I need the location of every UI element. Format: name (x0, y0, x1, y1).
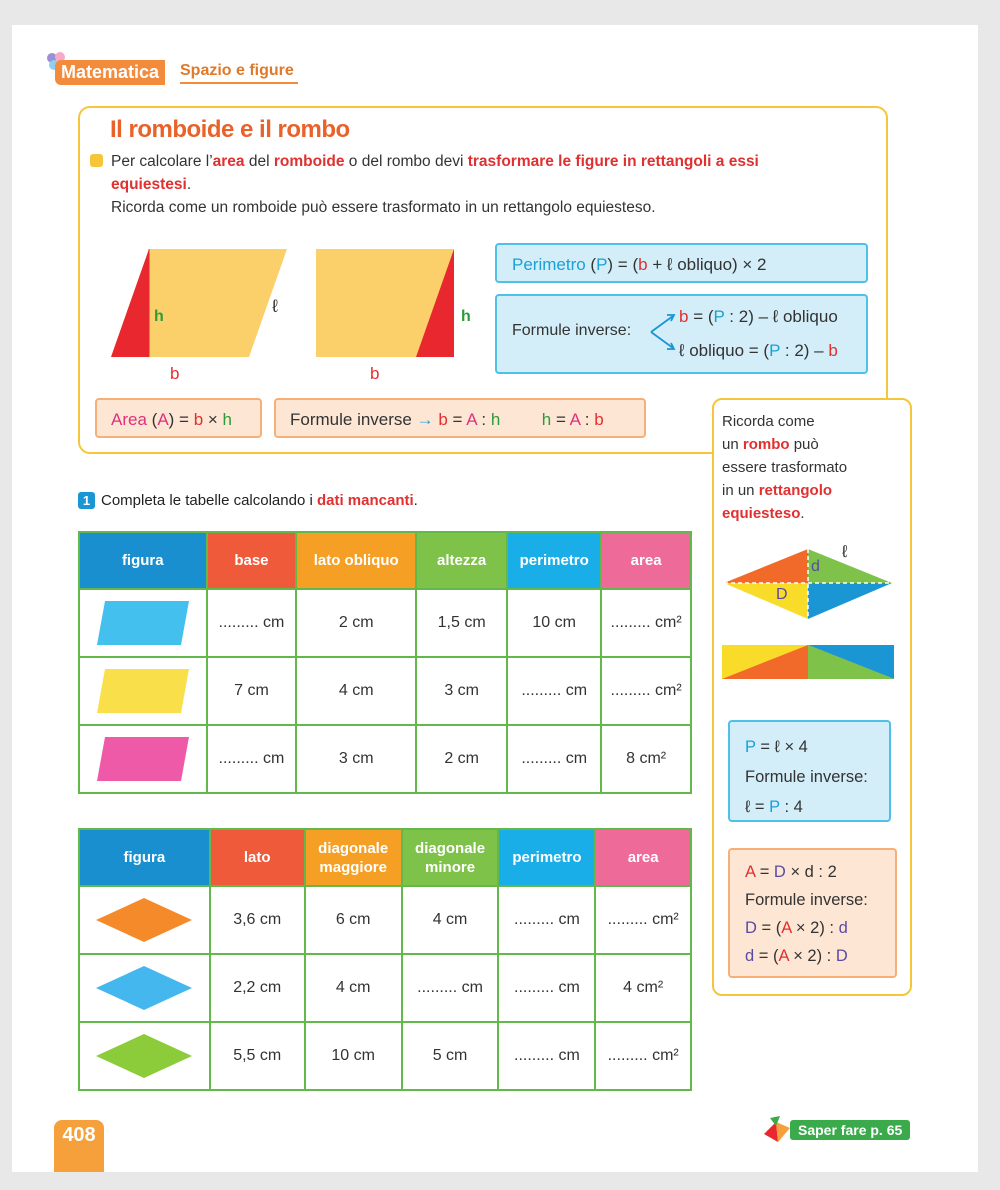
table-cell: ......... cm (498, 886, 595, 954)
table-header: lato (210, 829, 305, 886)
height-label: h (154, 308, 164, 325)
rhombus-diagram (720, 545, 900, 625)
table-cell: 4 cm (305, 954, 402, 1022)
table-cell: ......... cm (498, 1022, 595, 1090)
height-label: h (461, 308, 471, 325)
table-cell: ......... cm² (601, 589, 691, 657)
table-cell: ......... cm² (601, 657, 691, 725)
side-inverse-formula: ℓ obliquo = (P : 2) – b (679, 341, 838, 360)
table-cell: 6 cm (305, 886, 402, 954)
table-header: lato obliquo (296, 532, 416, 589)
bullet-icon (90, 154, 103, 167)
page-number: 408 (54, 1120, 104, 1172)
table-header: area (601, 532, 691, 589)
minor-diagonal-label: d (811, 558, 820, 575)
table-cell: 3 cm (296, 725, 416, 793)
perimeter-formula-box: Perimetro (P) = (b + ℓ obliquo) × 2 (495, 243, 868, 283)
table-cell: 1,5 cm (416, 589, 507, 657)
table-cell: 7 cm (207, 657, 297, 725)
table-row (79, 725, 691, 793)
figure-cell (79, 725, 207, 793)
table-header: perimetro (507, 532, 601, 589)
figure-cell (79, 1022, 210, 1090)
table-cell: 2 cm (416, 725, 507, 793)
table-cell: ......... cm² (595, 1022, 691, 1090)
table-cell: 5,5 cm (210, 1022, 305, 1090)
table-header: altezza (416, 532, 507, 589)
exercise-instruction: 1 Completa le tabelle calcolando i dati mancanti. (78, 492, 418, 509)
table-row (79, 589, 691, 657)
table-row (79, 954, 691, 1022)
rhombus-shape-icon (94, 963, 194, 1013)
table-cell: 3,6 cm (210, 886, 305, 954)
subject-label: Matematica (55, 60, 165, 85)
table-header: perimetro (498, 829, 595, 886)
table-cell: ......... cm (207, 589, 297, 657)
inverse-label: Formule inverse: (512, 322, 632, 339)
table-row (79, 1022, 691, 1090)
table-row (79, 657, 691, 725)
rhombus-shape-icon (94, 1031, 194, 1081)
rhombus-perimeter-box: P = ℓ × 4 Formule inverse: ℓ = P : 4 (728, 720, 891, 822)
base-label: b (170, 364, 180, 383)
table-cell: 3 cm (416, 657, 507, 725)
parallelogram-shape-icon (93, 598, 193, 648)
base-label: b (370, 364, 380, 383)
table-header: figura (79, 532, 207, 589)
lesson-intro: Per calcolare l’area del romboide o del rombo devi trasformare le figure in rettangoli a essi equiestesi. Ricorda come un romboide può essere trasformato in un rettangolo equiesteso. (111, 153, 759, 216)
parallelogram-shape-icon (93, 666, 193, 716)
arrows-icon (649, 310, 679, 354)
lesson-title: Il romboide e il rombo (110, 116, 350, 143)
table-cell: 10 cm (507, 589, 601, 657)
table-cell: 5 cm (402, 1022, 499, 1090)
parallelogram-shape-icon (93, 734, 193, 784)
inverse-formulas-box (495, 294, 868, 374)
rectangle-figure (312, 245, 462, 365)
section-label: Spazio e figure (180, 62, 298, 84)
area-formula-box: Area (A) = b × h (95, 398, 262, 438)
table-cell: 4 cm (402, 886, 499, 954)
table-row (79, 886, 691, 954)
table-cell: 8 cm² (601, 725, 691, 793)
table-header: diagonale maggiore (305, 829, 402, 886)
figure-cell (79, 657, 207, 725)
major-diagonal-label: D (776, 586, 788, 603)
table-header: area (595, 829, 691, 886)
figure-cell (79, 589, 207, 657)
table-cell: ......... cm (507, 657, 601, 725)
side-label: ℓ (272, 296, 278, 316)
table-cell: 2,2 cm (210, 954, 305, 1022)
table-cell: ......... cm (507, 725, 601, 793)
romboide-figure (105, 245, 295, 365)
base-inverse-formula: b = (P : 2) – ℓ obliquo (679, 307, 838, 326)
rhombus-area-box: A = D × d : 2 Formule inverse: D = (A × 2) : d d = (A × 2) : D (728, 848, 897, 978)
rhombus-note: Ricorda come un rombo può essere trasformato in un rettangolo equiesteso. (722, 413, 848, 522)
table-cell: 10 cm (305, 1022, 402, 1090)
figure-cell (79, 954, 210, 1022)
table-header: diagonale minore (402, 829, 499, 886)
table-header: base (207, 532, 297, 589)
table-header: figura (79, 829, 210, 886)
table-cell: ......... cm (207, 725, 297, 793)
romboide-table (78, 531, 692, 794)
table-cell: 2 cm (296, 589, 416, 657)
rhombus-side-label: ℓ (842, 542, 848, 561)
table-cell: 4 cm (296, 657, 416, 725)
table-cell: ......... cm² (595, 886, 691, 954)
rombo-table (78, 828, 692, 1091)
figure-cell (79, 886, 210, 954)
table-cell: ......... cm (402, 954, 499, 1022)
rhombus-shape-icon (94, 895, 194, 945)
area-inverse-box: Formule inverse → b = A : h h = A : b (274, 398, 646, 438)
book-icon (762, 1114, 792, 1146)
rectangle-transform-diagram (720, 643, 896, 681)
table-cell: ......... cm (498, 954, 595, 1022)
saper-fare-link[interactable]: Saper fare p. 65 (790, 1120, 910, 1140)
table-cell: 4 cm² (595, 954, 691, 1022)
